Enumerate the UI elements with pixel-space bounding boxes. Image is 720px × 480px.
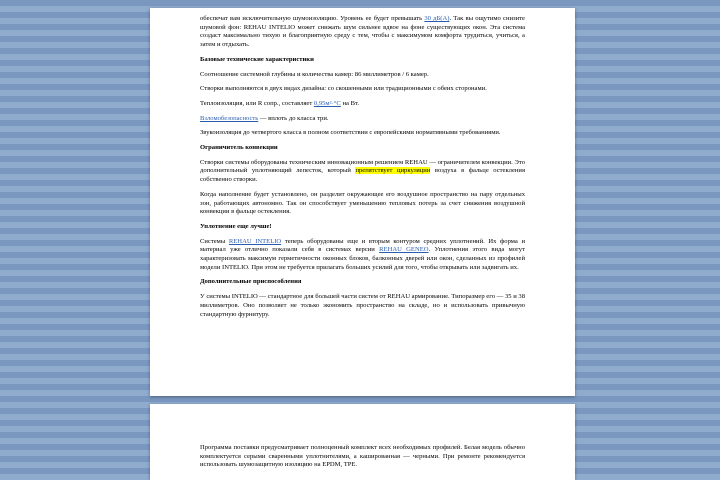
paragraph-burglar-resistance (200, 115, 525, 124)
paragraph-sash-design: Створки выполняются в двух видах дизайна: со скошенными или традиционными с обеих сторонами. (200, 85, 487, 93)
paragraph-filling-zones: Когда наполнение будет установлено, он разделит окружающее его воздушное пространство на пару отдельных зон, работающих автономно. Так он способствует уменьшению тепловых потерь за счет снижения воздушной конвекции в фальце остекления. (200, 190, 525, 216)
text-run: теперь оборудованы еще и вторым контуром средних уплотнений. Их форма и материал уже отлично показали себя в системах версии (200, 237, 525, 254)
burglar-resistance-link[interactable]: Взломобезопасность (200, 114, 259, 122)
paragraph-soundproofing-intro (200, 15, 525, 50)
heading-basic-specs: Базовые технические характеристики (200, 55, 314, 63)
text-run: Системы (200, 237, 229, 245)
text-run: Теплоизоляция, или R сопр., составляет (200, 99, 314, 107)
text-run: . Уплотнения этого вида могут характеризовать максимум герметичности оконных блоков, балконных дверей или окон, сделанных из профилей модели INTELIO. При этом не требуется прилагать больших усилий для того, чтобы открывать или задвигать их. (200, 246, 525, 271)
paragraph-reinforcement: У системы INTELIO — стандартное для большей части систем от REHAU армирование. Типоразмер его — 35 и 38 миллиметров. Оно позволяет не только экономить пространство на складе, но и использовать привычную стандартную фурнитуру. (200, 293, 525, 318)
heading-additional-accessories: Дополнительные приспособления (200, 278, 302, 286)
heading-better-sealing: Уплотнение еще лучше! (200, 222, 272, 230)
document-page-2 (150, 404, 575, 480)
paragraph-thermal-insulation (200, 100, 525, 109)
decibel-level-link[interactable]: 30 дБ(А) (424, 15, 450, 22)
paragraph-sealing-description (200, 238, 525, 273)
document-page-1 (150, 8, 575, 396)
paragraph-limiter-description (200, 159, 525, 185)
paragraph-delivery-program: Программа поставки предусматривает полноценный комплект всех необходимых профилей. Белая модель обычно комплектуется серыми сваренными уплотнителями, а кашированная — черными. При ремонте рекомендуется использовать шумозащитную изоляцию на EPDM, TPE. (200, 444, 525, 469)
highlighted-text: препятствует циркуляции (355, 167, 431, 175)
r-value-link[interactable]: 0,95м²·°С (313, 99, 341, 107)
text-run: Створки системы оборудованы техническим инновационным решением REHAU — ограничителем конвекции. Это дополнительный уплотняющий лепесток, который (200, 158, 525, 175)
heading-convection-limiter: Ограничитель конвекции (200, 144, 278, 152)
text-run: обеспечат вам исключительную шумоизоляцию. Уровень ее будет превышать (200, 15, 425, 22)
text-run: воздуха в фальце остекления собственно створки. (200, 167, 525, 184)
rehau-geneo-link[interactable]: REHAU GENEO (379, 246, 429, 254)
text-run: . Так вы ощутимо снизите шумовой фон: REHAU INTELIO может снижать шум сильнее вдвое на фоне существующих окон. Эта система создаст максимально тихую и благоприятную среду с тем, чтобы с максимумом комфорта трудиться, учиться, а затем и отдыхать. (200, 15, 525, 49)
text-run: — вплоть до класса три. (258, 114, 329, 122)
paragraph-depth-chambers: Соотношение системной глубины и количества камер: 86 миллиметров / 6 камер. (200, 70, 429, 78)
rehau-intelio-link[interactable]: REHAU INTELIO (228, 237, 282, 245)
text-run: на Вт. (340, 99, 359, 107)
paragraph-sound-class: Звукоизоляция до четвертого класса в полном соответствии с европейскими нормативными требованиями. (200, 129, 501, 137)
